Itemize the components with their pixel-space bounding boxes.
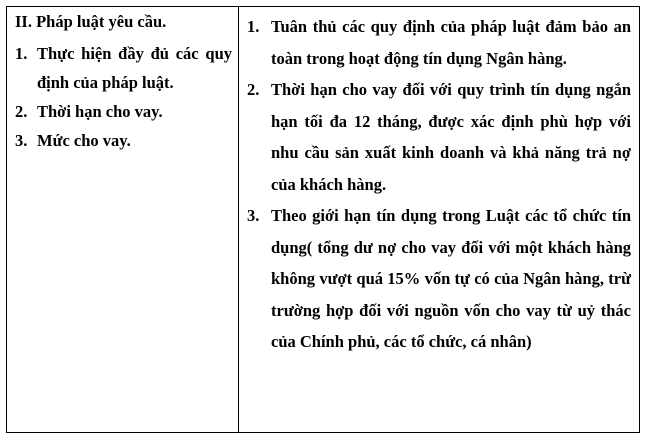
item-text: Mức cho vay.: [37, 131, 131, 150]
item-number: 3.: [247, 206, 260, 225]
item-number: 1.: [247, 17, 260, 36]
left-list-item: [15, 39, 232, 97]
item-text: Tuân thủ các quy định của pháp luật đảm bảo an toàn trong hoạt động tín dụng Ngân hàng.: [271, 17, 631, 68]
item-text: Thời hạn cho vay.: [37, 102, 163, 121]
item-number: 2.: [247, 80, 260, 99]
requirements-table: [6, 6, 640, 433]
item-number: 3.: [15, 131, 28, 150]
left-column: [7, 7, 239, 432]
item-text: Thực hiện đầy đủ các quy định của pháp luật.: [37, 44, 232, 92]
right-list-item: [247, 11, 631, 74]
item-number: 1.: [15, 44, 28, 63]
item-text: Thời hạn cho vay đối với quy trình tín dụng ngắn hạn tối đa 12 tháng, được xác định phù hợp với nhu cầu sản xuất kinh doanh và khả năng trả nợ của khách hàng.: [271, 80, 631, 194]
left-list-item: [15, 97, 232, 126]
left-list-item: [15, 126, 232, 155]
right-list-item: [247, 200, 631, 358]
item-number: 2.: [15, 102, 28, 121]
right-column: [239, 7, 639, 432]
section-heading: II. Pháp luật yêu cầu.: [15, 12, 167, 31]
right-list-item: [247, 74, 631, 200]
right-list: [247, 11, 631, 358]
item-text: Theo giới hạn tín dụng trong Luật các tổ chức tín dụng( tổng dư nợ cho vay đối với một khách hàng không vượt quá 15% vốn tự có của Ngân hàng, trừ trường hợp đối với nguồn vốn cho vay từ uỷ thác của Chính phủ, các tổ chức, cá nhân): [271, 206, 631, 351]
left-list: [15, 39, 232, 155]
